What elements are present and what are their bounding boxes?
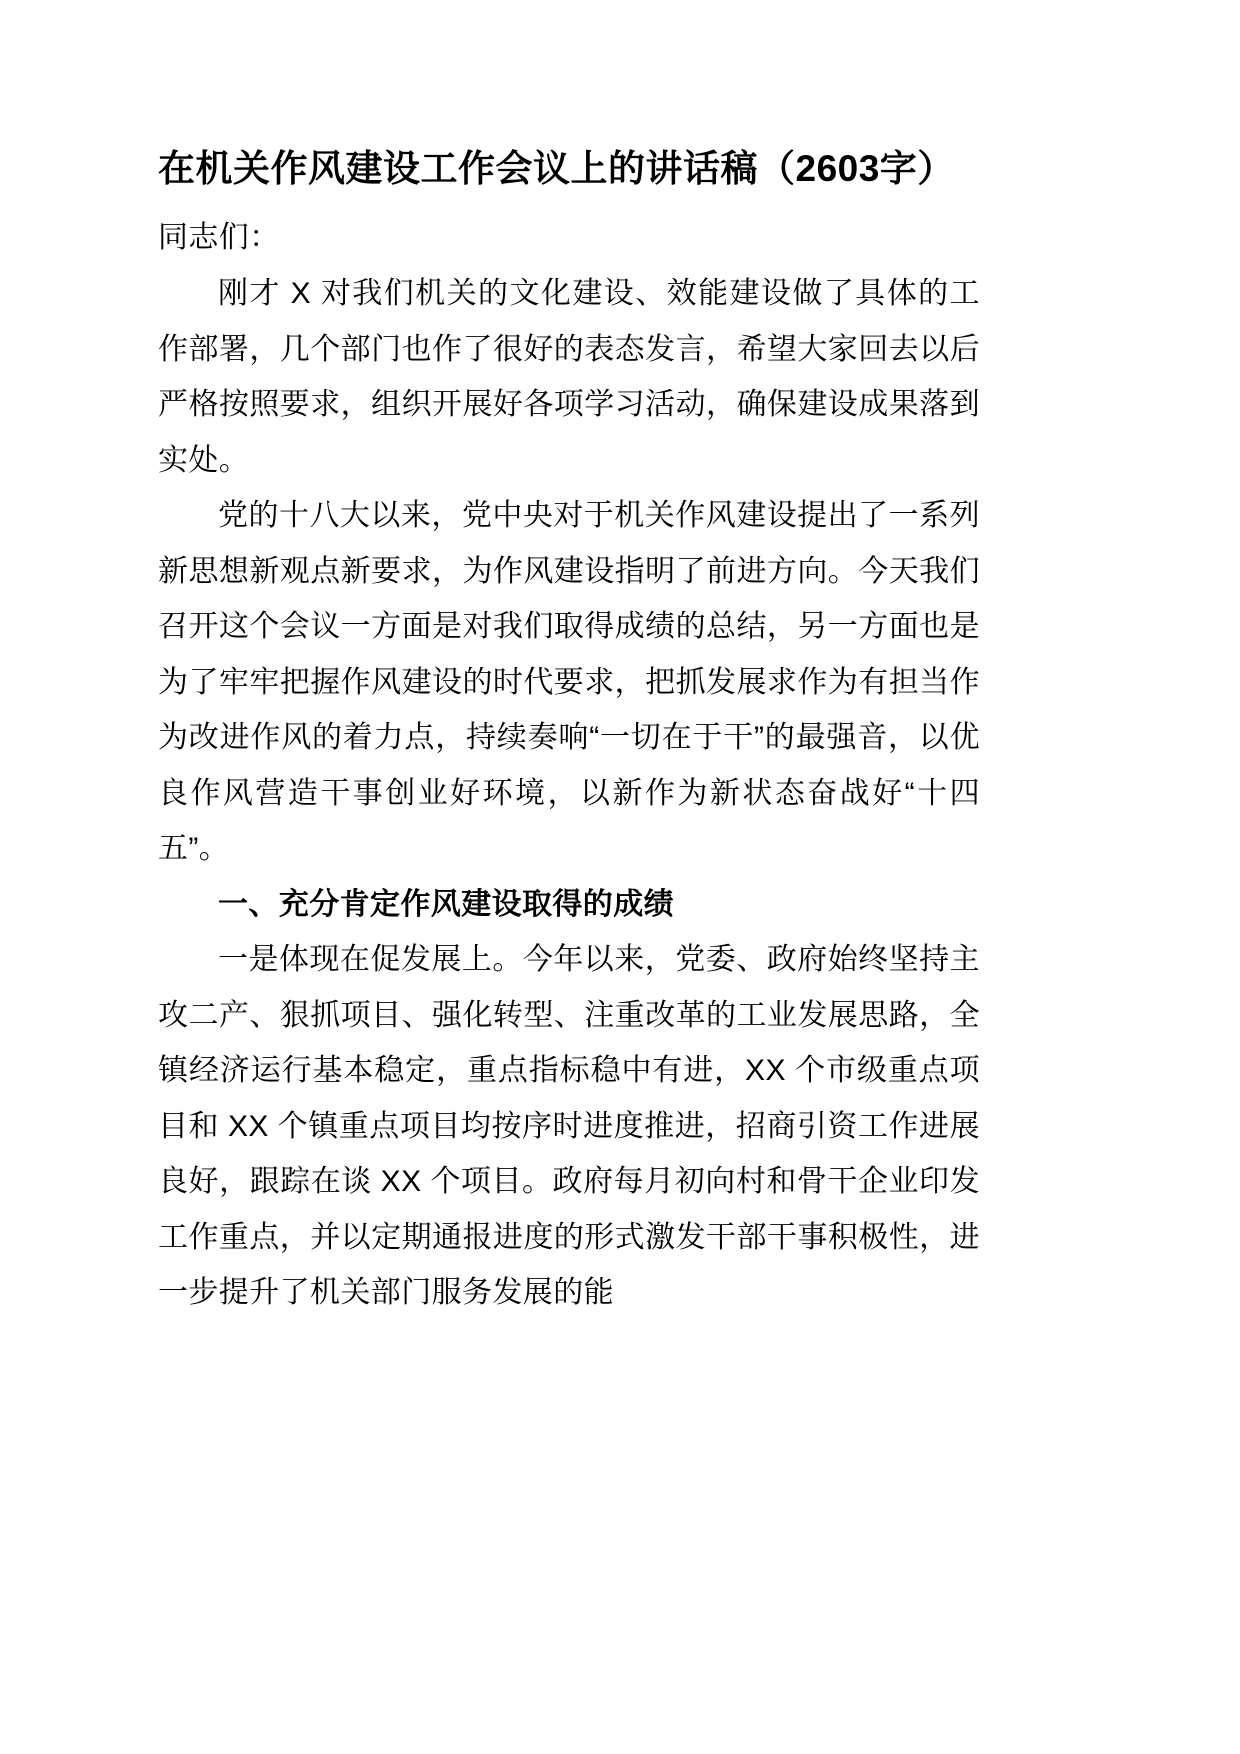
page-title: 在机关作风建设工作会议上的讲话稿（2603字） xyxy=(158,148,955,189)
section-heading-one: 一、充分肯定作风建设取得的成绩 xyxy=(218,887,674,921)
salutation-line: 同志们： xyxy=(158,221,280,254)
paragraph-opening-remarks: 刚才 X 对我们机关的文化建设、效能建设做了具体的工作部署，几个部门也作了很好的表态发言，希望大家回去以后严格按照要求，组织开展好各项学习活动，确保建设成果落到实处。 xyxy=(158,277,980,477)
paragraph-achievements: 一是体现在促发展上。今年以来，党委、政府始终坚持主攻二产、狠抓项目、强化转型、注重改革的工业发展思路，全镇经济运行基本稳定，重点指标稳中有进，XX 个市级重点项目和 XX 个镇重点项目均按序时进度推进，招商引资工作进展良好，跟踪在谈 XX 个项目。政府每月初向村和骨干企业印发工作重点，并以定期通报进度的形式激发干部干事积极性，进一步提升了机关部门服务发展的能 xyxy=(158,943,980,1309)
document-body xyxy=(158,140,980,1321)
paragraph-background-context: 党的十八大以来，党中央对于机关作风建设提出了一系列新思想新观点新要求，为作风建设指明了前进方向。今天我们召开这个会议一方面是对我们取得成绩的总结，另一方面也是为了牢牢把握作风建设的时代要求，把抓发展求作为有担当作为改进作风的着力点，持续奏响“一切在于干”的最强音，以优良作风营造干事创业好环境，以新作为新状态奋战好“十四五”。 xyxy=(158,499,980,865)
